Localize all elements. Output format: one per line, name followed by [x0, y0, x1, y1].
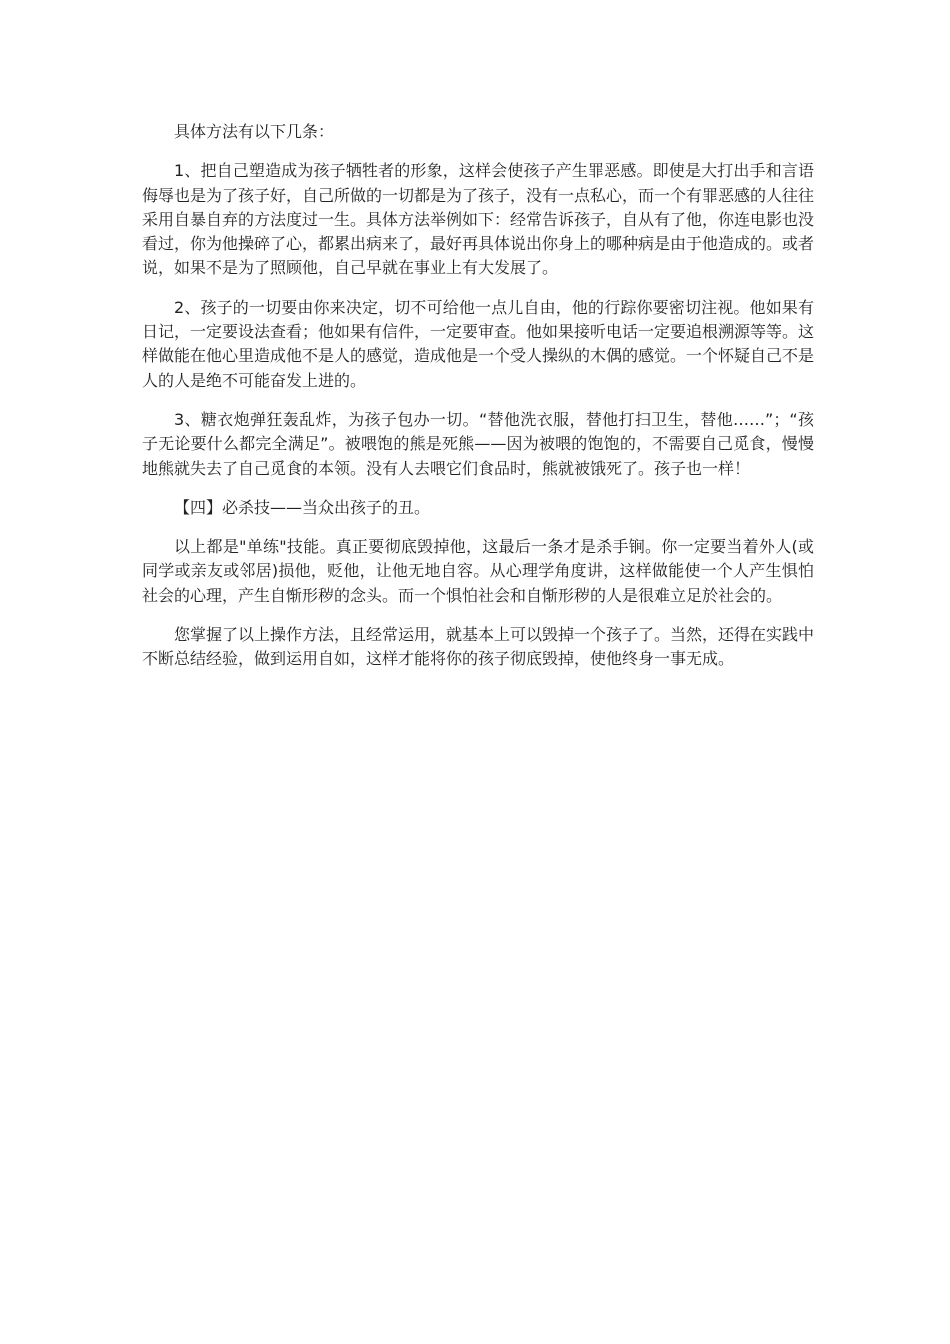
conclusion-paragraph: 您掌握了以上操作方法，且经常运用，就基本上可以毁掉一个孩子了。当然，还得在实践中不断总结经验，做到运用自如，这样才能将你的孩子彻底毁掉，使他终身一事无成。 — [142, 625, 815, 669]
document-page — [142, 120, 814, 687]
intro-paragraph: 具体方法有以下几条： — [174, 122, 335, 141]
section-heading-4: 【四】必杀技——当众出孩子的丑。 — [174, 497, 431, 517]
section-4-paragraph: 以上都是"单练"技能。真正要彻底毁掉他，这最后一条才是杀手锏。你一定要当着外人(或同学或亲友或邻居)损他，贬他，让他无地自容。从心理学角度讲，这样做能使一个人产生惧怕社会的心理，产生自惭形秽的念头。而一个惧怕社会和自惭形秽的人是很难立足於社会的。 — [142, 537, 814, 605]
method-2-paragraph: 2、孩子的一切要由你来决定，切不可给他一点儿自由，他的行踪你要密切注视。他如果有日记，一定要设法查看；他如果有信件，一定要审查。他如果接听电话一定要追根溯源等等。这样做能在他心里造成他不是人的感觉，造成他是一个受人操纵的木偶的感觉。一个怀疑自己不是人的人是绝不可能奋发上进的。 — [142, 297, 815, 390]
method-3-paragraph: 3、糖衣炮弹狂轰乱炸，为孩子包办一切。“替他洗衣服，替他打扫卫生，替他……”；“孩子无论要什么都完全满足”。被喂饱的熊是死熊——因为被喂的饱饱的，不需要自己觅食，慢慢地熊就失去了自己觅食的本领。没有人去喂它们食品时，熊就被饿死了。孩子也一样！ — [142, 409, 814, 478]
method-1-paragraph: 1、把自己塑造成为孩子牺牲者的形象，这样会使孩子产生罪恶感。即使是大打出手和言语侮辱也是为了孩子好，自己所做的一切都是为了孩子，没有一点私心，而一个有罪恶感的人往往采用自暴自弃的方法度过一生。具体方法举例如下：经常告诉孩子，自从有了他，你连电影也没看过，你为他操碎了心，都累出病来了，最好再具体说出你身上的哪种病是由于他造成的。或者说，如果不是为了照顾他，自己早就在事业上有大发展了。 — [142, 161, 815, 278]
